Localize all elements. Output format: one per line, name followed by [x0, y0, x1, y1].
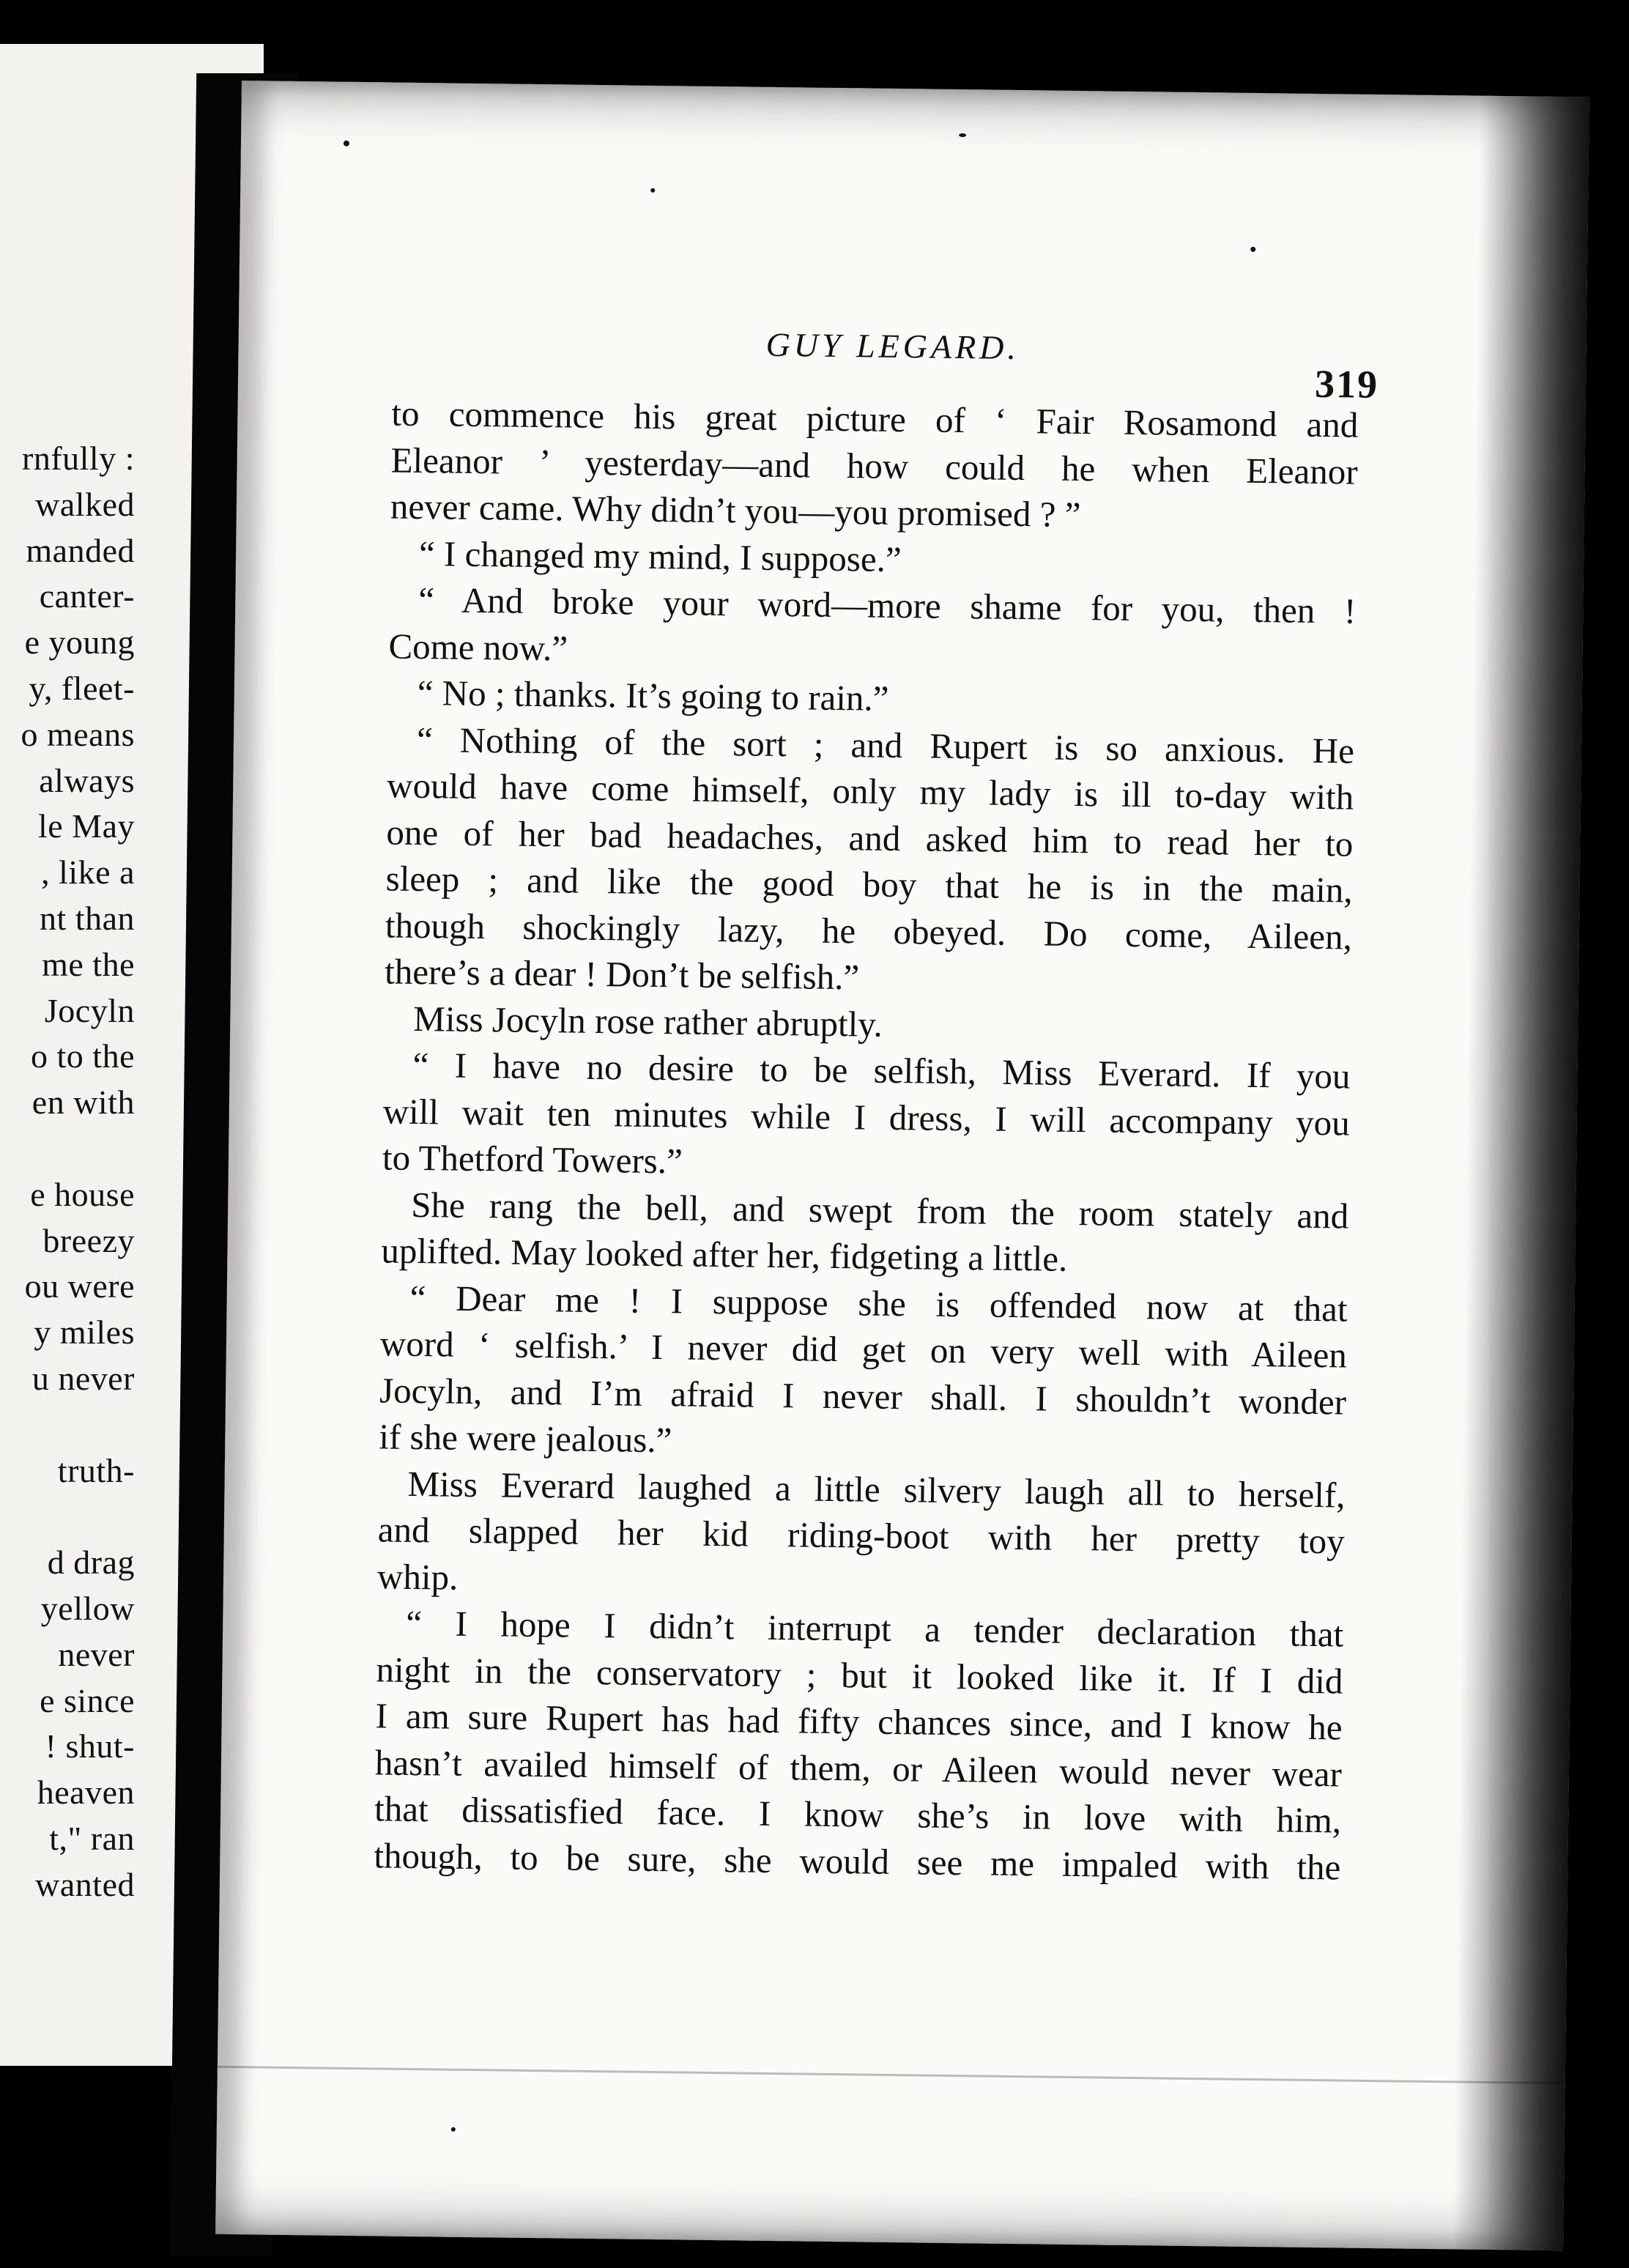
ink-speck [959, 133, 966, 137]
text-line: “ And broke your word—more shame for you, then ! [418, 579, 1357, 631]
left-page-line: e house [30, 1175, 135, 1213]
scan-line-artifact [218, 2066, 1565, 2084]
ink-speck [344, 141, 349, 147]
text-line: “ I changed my mind, I suppose.” [418, 533, 902, 579]
text-line: Come now.” [388, 626, 568, 668]
left-page-line: y, fleet- [29, 669, 135, 707]
text-line: “ Nothing of the sort ; and Rupert is so anxious. He [416, 719, 1355, 771]
left-page-line [0, 1126, 135, 1172]
left-page-line: en with [31, 1083, 135, 1122]
text-line: “ I hope I didn’t interrupt a tender declaration that [405, 1602, 1344, 1655]
left-page-line: heaven [37, 1774, 135, 1812]
text-line: Jocyln, and I’m afraid I never shall. I shouldn’t wonder [379, 1369, 1347, 1423]
left-page-line: ou were [24, 1267, 135, 1305]
page-body-text [374, 390, 1359, 1891]
left-page-line: o to the [31, 1037, 135, 1075]
text-line: that dissatisfied face. I know she’s in love with him, [374, 1788, 1342, 1841]
text-line: sleep ; and like the good boy that he is in the main, [385, 858, 1353, 911]
left-page-line: o means [21, 715, 135, 753]
text-line: “ I have no desire to be selfish, Miss Everard. If you [412, 1044, 1351, 1097]
text-line: Miss Jocyln rose rather abruptly. [413, 998, 883, 1045]
left-page-line: u never [31, 1359, 135, 1397]
left-page-line: yellow [40, 1589, 135, 1627]
page-number: 319 [1314, 361, 1379, 407]
left-page-line: wanted [35, 1865, 135, 1903]
previous-page-text [0, 436, 135, 1908]
ink-speck [650, 188, 655, 193]
text-line: Eleanor ’ yesterday—and how could he when Eleanor [390, 440, 1358, 492]
text-line: night in the conservatory ; but it looked like it. If I did [376, 1648, 1343, 1702]
left-page-line: nt than [40, 899, 135, 937]
left-page-line [0, 1402, 135, 1448]
left-page-line: t," ran [49, 1819, 135, 1857]
left-page-line: breezy [42, 1221, 135, 1259]
left-page-line: truth- [57, 1451, 135, 1489]
text-line: uplifted. May looked after her, fidgeting a little. [381, 1230, 1068, 1279]
text-line: She rang the bell, and swept from the room stately and [410, 1184, 1349, 1237]
ink-speck [1250, 247, 1255, 252]
text-line: “ No ; thanks. It’s going to rain.” [417, 672, 889, 719]
text-line: would have come himself, only my lady is ill to-day with [386, 765, 1354, 818]
left-page-line [0, 1494, 135, 1540]
text-line: one of her bad headaches, and asked him to read her to [386, 811, 1354, 864]
left-page-line: never [58, 1635, 135, 1673]
text-line: though, to be sure, she would see me impaled with the [374, 1834, 1341, 1888]
text-line: hasn’t availed himself of them, or Aileen would never wear [374, 1741, 1343, 1795]
left-page-line: Jocyln [44, 991, 135, 1029]
text-line: whip. [376, 1555, 459, 1598]
text-line: to Thetford Towers.” [382, 1137, 683, 1182]
running-head: GUY LEGARD. [765, 325, 1020, 366]
text-line: to commence his great picture of ‘ Fair Rosamond and [391, 393, 1359, 445]
left-page-line: d drag [47, 1544, 135, 1582]
text-line: will wait ten minutes while I dress, I will accompany you [382, 1090, 1351, 1144]
left-page-line: canter- [39, 577, 135, 615]
left-page-line: , like a [41, 853, 135, 892]
left-page-line: me the [42, 945, 135, 983]
page-edge-shadow [1453, 96, 1589, 2251]
ink-speck [451, 2127, 456, 2132]
left-page-line: always [39, 761, 135, 799]
text-line: Miss Everard laughed a little silvery laugh all to herself, [407, 1463, 1346, 1516]
left-page-line: ! shut- [45, 1727, 135, 1765]
text-line: there’s a dear ! Don’t be selfish.” [384, 951, 860, 998]
left-page-line: le May [37, 807, 135, 845]
current-page [215, 81, 1589, 2250]
text-line: though shockingly lazy, he obeyed. Do come, Aileen, [385, 904, 1353, 957]
left-page-line: rnfully : [22, 440, 135, 477]
left-page-line: y miles [34, 1313, 135, 1352]
left-page-line: manded [26, 531, 135, 569]
text-line: if she were jealous.” [379, 1416, 672, 1461]
text-line: I am sure Rupert has had fifty chances since, and I know he [375, 1695, 1343, 1748]
text-line: and slapped her kid riding-boot with her pretty toy [377, 1509, 1346, 1562]
text-line: word ‘ selfish.’ I never did get on very well with Aileen [379, 1323, 1348, 1376]
left-page-line: e since [40, 1681, 135, 1719]
text-line: never came. Why didn’t you—you promised ? ” [390, 486, 1081, 536]
left-page-line: e young [24, 623, 135, 662]
text-line: “ Dear me ! I suppose she is offended now at that [409, 1277, 1348, 1330]
left-page-line: walked [35, 485, 135, 523]
